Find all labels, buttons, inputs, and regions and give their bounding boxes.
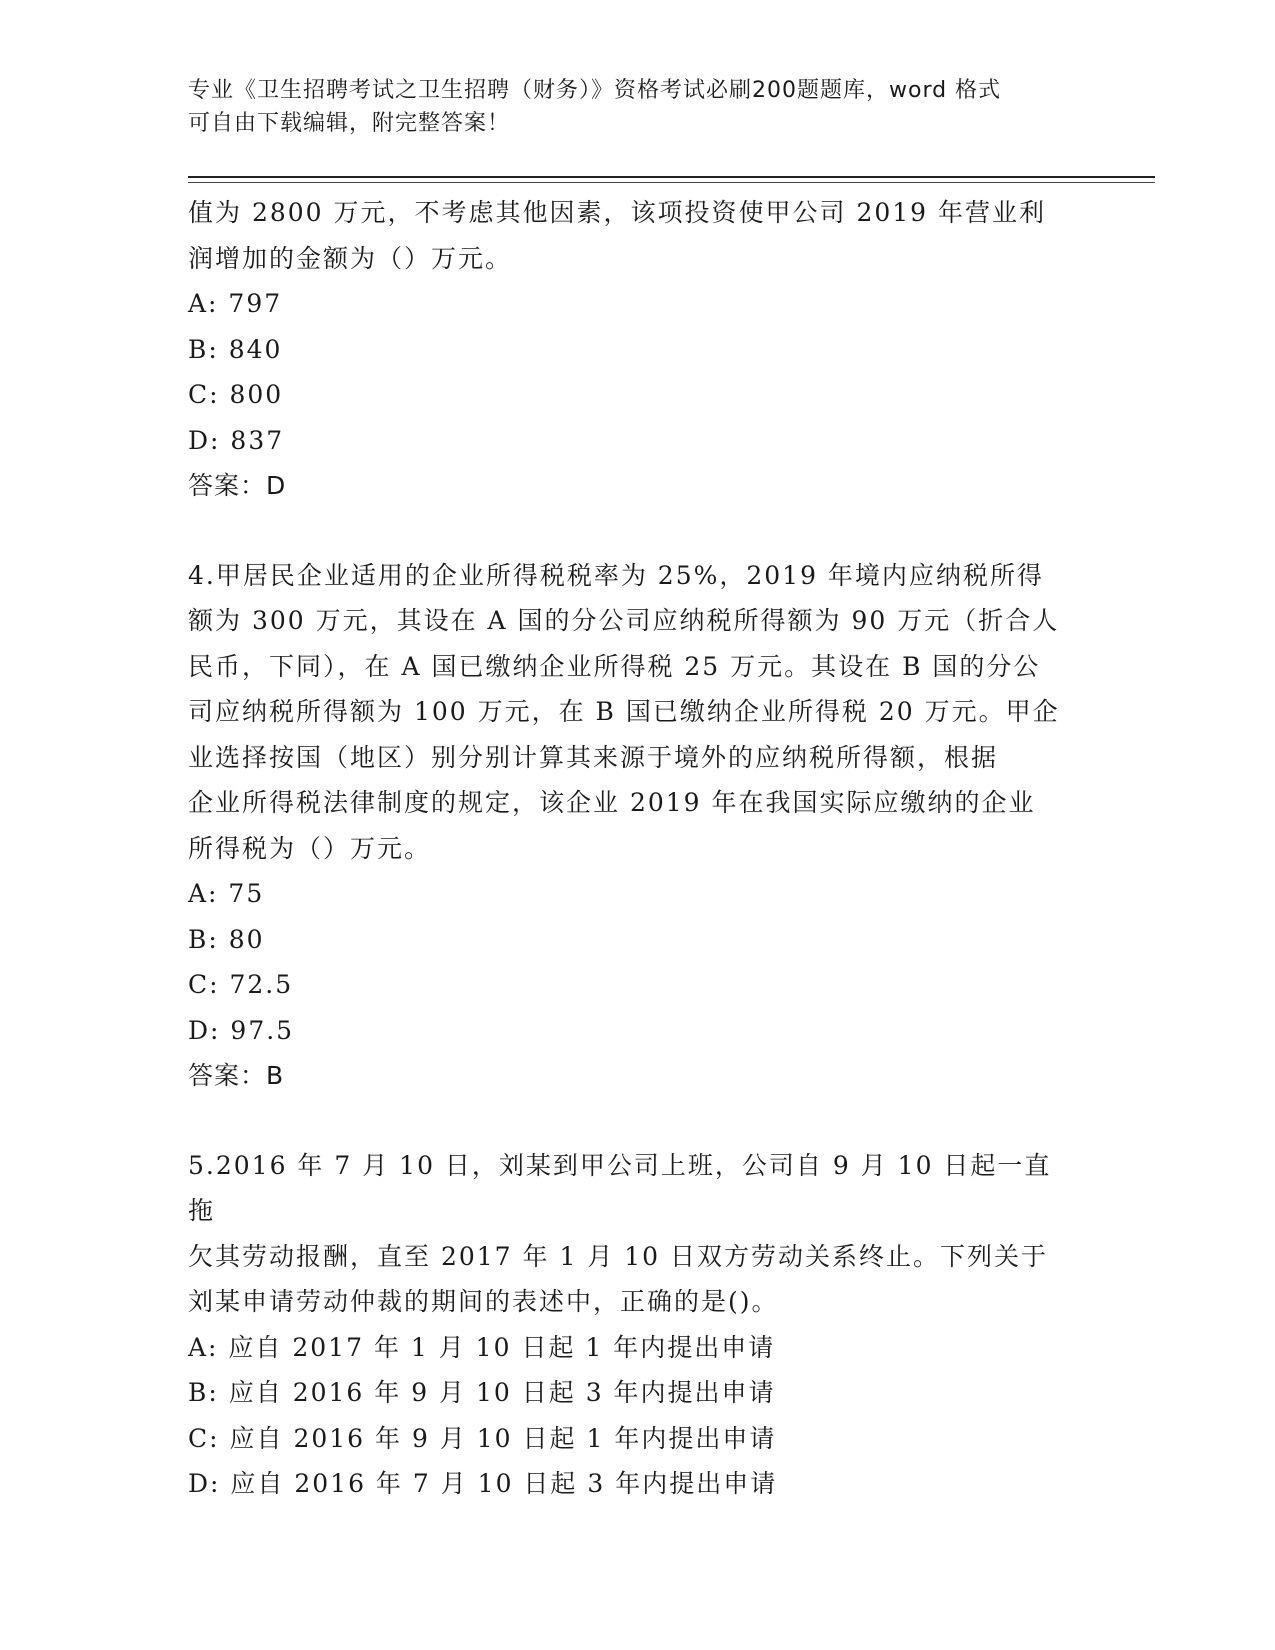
- question-4-option-a: A: 75: [188, 879, 265, 908]
- question-5-text-line: 5.2016 年 7 月 10 日，刘某到甲公司上班，公司自 9 月 10 日起一直拖: [188, 1150, 1052, 1225]
- header-title-line1: 专业《卫生招聘考试之卫生招聘（财务）》资格考试必刷200题题库，word 格式: [188, 78, 1002, 103]
- question-3-option-c: C: 800: [188, 380, 284, 409]
- question-3-answer: 答案：D: [188, 471, 287, 500]
- question-3-option-d: D: 837: [188, 425, 285, 455]
- header-title-line2: 可自由下载编辑，附完整答案！: [188, 111, 511, 136]
- question-4: [188, 553, 1078, 1099]
- question-5-option-d: D: 应自 2016 年 7 月 10 日起 3 年内提出申请: [188, 1469, 778, 1498]
- question-3-text-line1: 值为 2800 万元，不考虑其他因素，该项投资使甲公司 2019 年营业利: [188, 198, 1047, 227]
- spacer: [188, 509, 1078, 553]
- question-4-option-d: D: 97.5: [188, 1015, 295, 1045]
- header-divider: [188, 176, 1155, 178]
- question-4-text-line: 4.甲居民企业适用的企业所得税税率为 25%，2019 年境内应纳税所得: [188, 560, 1044, 590]
- question-5-option-c: C: 应自 2016 年 9 月 10 日起 1 年内提出申请: [188, 1423, 777, 1453]
- question-3-option-b: B: 840: [188, 334, 283, 364]
- question-5-option-a: A: 应自 2017 年 1 月 10 日起 1 年内提出申请: [188, 1332, 776, 1362]
- question-3-text-line2: 润增加的金额为（）万元。: [188, 243, 513, 273]
- spacer: [188, 1099, 1078, 1143]
- question-4-text-line: 司应纳税所得额为 100 万元，在 B 国已缴纳企业所得税 20 万元。甲企: [188, 697, 1060, 726]
- question-5-option-b: B: 应自 2016 年 9 月 10 日起 3 年内提出申请: [188, 1378, 776, 1407]
- question-4-text-line: 民币，下同），在 A 国已缴纳企业所得税 25 万元。其设在 B 国的分公: [188, 651, 1041, 681]
- question-5-text-line: 欠其劳动报酬，直至 2017 年 1 月 10 日双方劳动关系终止。下列关于: [188, 1241, 1049, 1271]
- question-4-text-line: 所得税为（）万元。: [188, 833, 432, 863]
- question-4-answer: 答案：B: [188, 1061, 285, 1090]
- header-divider-thin: [188, 182, 1155, 183]
- question-5-text-line: 刘某申请劳动仲裁的期间的表述中，正确的是()。: [188, 1287, 779, 1316]
- question-4-text-line: 业选择按国（地区）别分别计算其来源于境外的应纳税所得额，根据: [188, 742, 999, 772]
- question-3-option-a: A: 797: [188, 289, 283, 318]
- question-5: [188, 1143, 1078, 1507]
- question-4-text-line: 额为 300 万元，其设在 A 国的分公司应纳税所得额为 90 万元（折合人: [188, 606, 1060, 635]
- question-4-text-line: 企业所得税法律制度的规定，该企业 2019 年在我国实际应缴纳的企业: [188, 788, 1036, 817]
- question-3: [188, 190, 1078, 509]
- question-4-option-b: B: 80: [188, 924, 265, 954]
- page-header: [188, 74, 1068, 140]
- question-4-option-c: C: 72.5: [188, 970, 294, 999]
- document-content: [188, 190, 1078, 1507]
